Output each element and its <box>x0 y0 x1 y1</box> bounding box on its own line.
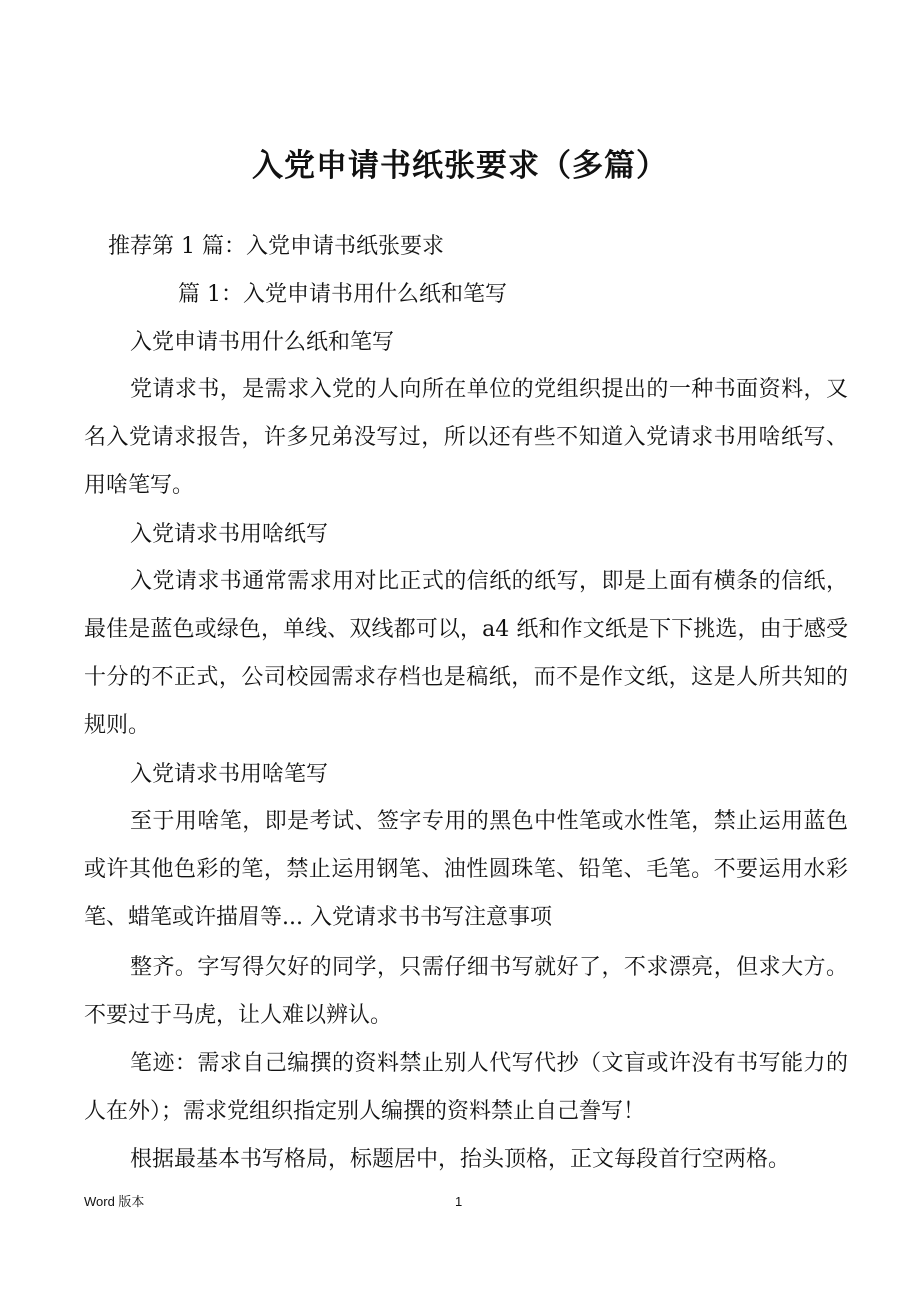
document-title: 入党申请书纸张要求（多篇） <box>252 148 668 184</box>
subheading-pen: 入党请求书用啥笔写 <box>130 762 329 787</box>
subheading-paper: 入党请求书用啥纸写 <box>130 522 329 547</box>
recommend-heading: 推荐第 1 篇：入党申请书纸张要求 <box>108 234 444 259</box>
paragraph-paper: 入党请求书通常需求用对比正式的信纸的纸写，即是上面有横条的信纸，最佳是蓝色或绿色，单线、双线都可以，a4 纸和作文纸是下下挑选，由于感受十分的不正式，公司校园需求存档也是稿纸，而不是作文纸，这是人所共知的规则。 <box>84 569 848 738</box>
footer-word-version: Word 版本 <box>84 1194 145 1209</box>
paragraph-format: 根据最基本书写格局，标题居中，抬头顶格，正文每段首行空两格。 <box>130 1147 791 1172</box>
footer-page-number: 1 <box>455 1194 463 1209</box>
paragraph-handwriting: 笔迹：需求自己编撰的资料禁止别人代写代抄（文盲或许没有书写能力的人在外）；需求党组织指定别人编撰的资料禁止自己誊写！ <box>84 1051 848 1124</box>
article-heading: 篇 1：入党申请书用什么纸和笔写 <box>178 282 507 307</box>
paragraph-intro: 党请求书，是需求入党的人向所在单位的党组织提出的一种书面资料，又名入党请求报告，许多兄弟没写过，所以还有些不知道入党请求书用啥纸写、用啥笔写。 <box>84 377 848 498</box>
subheading-paper-and-pen: 入党申请书用什么纸和笔写 <box>130 330 395 355</box>
paragraph-neatness: 整齐。字写得欠好的同学，只需仔细书写就好了，不求漂亮，但求大方。不要过于马虎，让人难以辨认。 <box>84 955 848 1028</box>
paragraph-pen: 至于用啥笔，即是考试、签字专用的黑色中性笔或水性笔，禁止运用蓝色或许其他色彩的笔，禁止运用钢笔、油性圆珠笔、铅笔、毛笔。不要运用水彩笔、蜡笔或许描眉等... 入党请求书书写注意事项 <box>84 809 848 930</box>
